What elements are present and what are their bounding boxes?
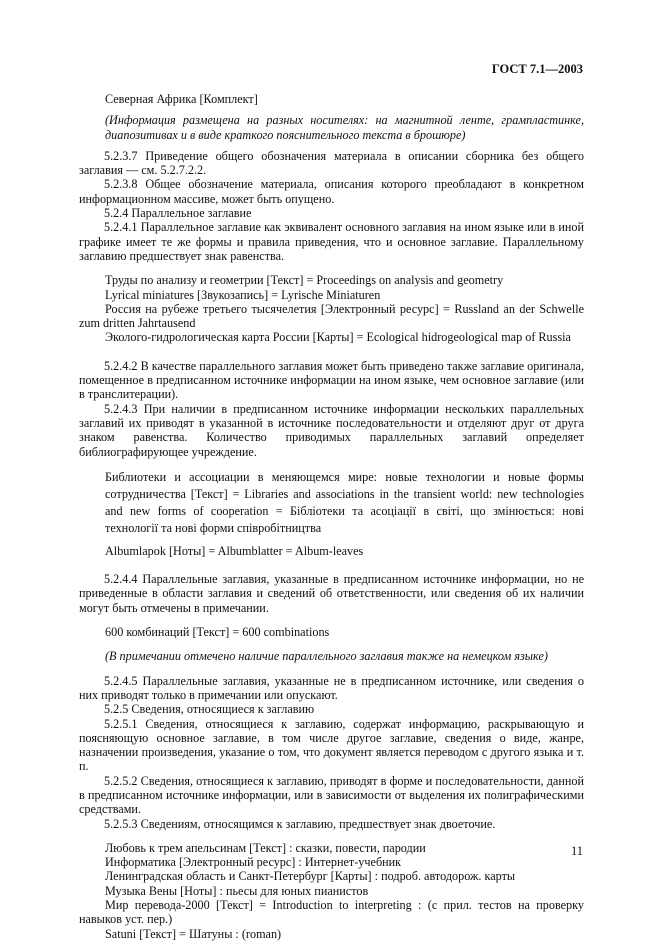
paragraph: 5.2.4.5 Параллельные заглавия, указанные не в предписанном источнике, или сведения о них приводят только в примечании или опускают. <box>79 673 584 702</box>
document-body <box>79 92 584 941</box>
page-number: 11 <box>570 844 583 858</box>
example-line: Ленинградская область и Санкт-Петербург [Карты] : подроб. автодорож. карты <box>105 869 516 884</box>
paragraph: 5.2.4.4 Параллельные заглавия, указанные в предписанном источнике информации, но не приведенные в области заглавия и сведений об ответственности, или сведения об их наличии могут быть отмечены в примечании. <box>79 572 584 615</box>
example-line: Мир перевода-2000 [Текст] = Introduction to interpreting : (с прил. тестов на проверку навыков уст. пер.) <box>79 898 584 927</box>
example-line: Музыка Вены [Ноты] : пьесы для юных пианистов <box>105 883 369 898</box>
example-note: (В примечании отмечено наличие параллельного заглавия также на немецком языке) <box>105 649 548 664</box>
paragraph: 5.2.4.2 В качестве параллельного заглавия может быть приведено также заглавие оригинала, помещенное в предписанном источнике информации на ином языке, чем основное заглавие (или в транслитерации). <box>79 358 584 402</box>
document-header: ГОСТ 7.1—2003 <box>491 62 583 76</box>
example-line: Труды по анализу и геометрии [Текст] = Proceedings on analysis and geometry <box>105 273 504 288</box>
example-line: Северная Африка [Комплект] <box>105 92 258 106</box>
example-line: Любовь к трем апельсинам [Текст] : сказки, повести, пародии <box>105 840 426 855</box>
example-line: Lyrical miniatures [Звукозапись] = Lyrische Miniaturen <box>105 287 381 302</box>
paragraph: 5.2.5.3 Сведениям, относящимся к заглавию, предшествует знак двоеточие. <box>104 816 496 831</box>
paragraph: 5.2.5.1 Сведения, относящиеся к заглавию, содержат информацию, раскрывающую и поясняющую основное заглавие, в том числе другое заглавие, сведения о виде, жанре, назначении произведения, указание о том, что документ является переводом с другого языка и т. п. <box>79 716 584 774</box>
example-line: Информатика [Электронный ресурс] : Интернет-учебник <box>105 855 402 870</box>
example-line: Россия на рубеже третьего тысячелетия [Электронный ресурс] = Russland an der Schwelle zum dritten Jahrtausend <box>79 301 584 331</box>
paragraph: 5.2.4.3 При наличии в предписанном источнике информации нескольких параллельных заглавий их приводят в указанной в источнике последовательности и отделяют друг от друга знаком равенства. Количество приводимых параллельных заглавий определяет библиографирующее учреждение. <box>79 401 584 459</box>
paragraph: 5.2.5.2 Сведения, относящиеся к заглавию, приводят в форме и последовательности, данной в предписанном источнике информации, или в зависимости от выделения их полиграфическими средствами. <box>79 773 584 817</box>
example-line: 600 комбинаций [Текст] = 600 combinations <box>105 625 330 640</box>
example-block: Библиотеки и ассоциации в меняющемся мире: новые технологии и новые формы сотрудничества [Текст] = Libraries and associations in the transient world: new technologies and new forms of cooperation = Бібліотеки та асоціації в світі, що змінюється: нові технології та нові форми співробітництва <box>105 469 584 535</box>
paragraph: 5.2.3.8 Общее обозначение материала, описания которого преобладают в конкретном информационном массиве, может быть опущено. <box>79 177 584 206</box>
example-note: (Информация размещена на разных носителях: на магнитной ленте, грампластинке, диапозитивах и в виде краткого пояснительного текста в брошюре) <box>105 113 584 142</box>
example-line: Эколого-гидрологическая карта России [Карты] = Ecological hidrogeological map of Russia <box>105 330 571 345</box>
paragraph: 5.2.3.7 Приведение общего обозначения материала в описании сборника без общего заглавия — см. 5.2.7.2.2. <box>79 148 584 178</box>
paragraph: 5.2.4.1 Параллельное заглавие как эквивалент основного заглавия на ином языке или в иной графике имеет те же формы и правила приведения, что и основное заглавие. Параллельному заглавию предшествует знак равенства. <box>79 220 584 263</box>
section-heading: 5.2.5 Сведения, относящиеся к заглавию <box>104 702 315 717</box>
example-line: Satuni [Текст] = Шатуны : (roman) <box>105 926 282 941</box>
section-heading: 5.2.4 Параллельное заглавие <box>104 206 252 221</box>
example-line: Albumlapok [Ноты] = Albumblatter = Album-leaves <box>105 543 364 558</box>
